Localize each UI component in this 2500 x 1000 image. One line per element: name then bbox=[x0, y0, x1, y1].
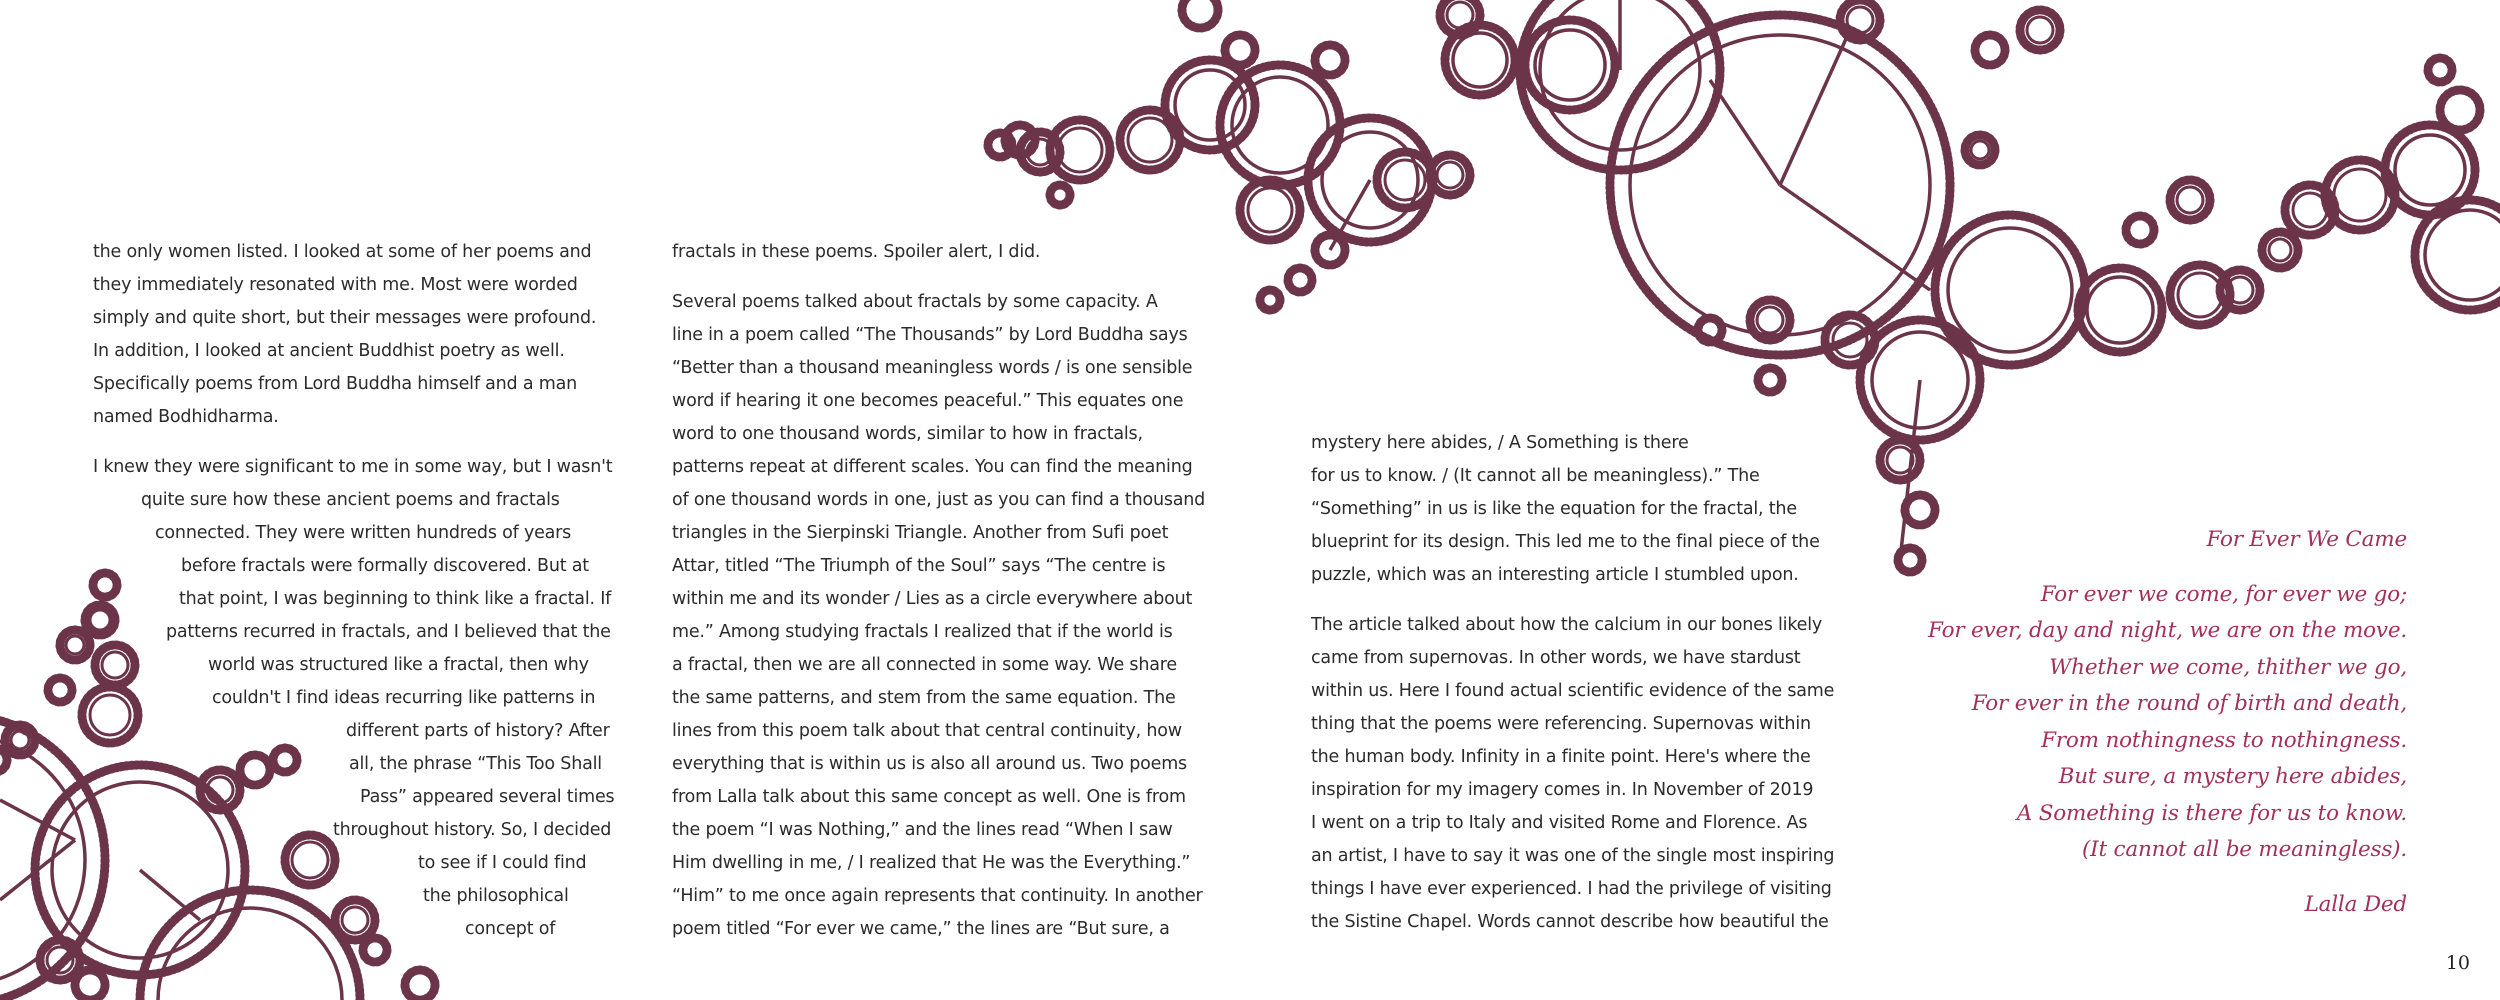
text-line: that point, I was beginning to think like a fractal. If bbox=[179, 589, 612, 609]
text-line: connected. They were written hundreds of years bbox=[155, 523, 572, 543]
paragraph bbox=[672, 236, 1202, 269]
text-line: word to one thousand words, similar to how in fractals, bbox=[672, 424, 1143, 444]
paragraph bbox=[93, 236, 613, 434]
text-line: poem titled “For ever we came,” the lines are “But sure, a bbox=[672, 919, 1170, 939]
text-line: I went on a trip to Italy and visited Rome and Florence. As bbox=[1311, 813, 1808, 833]
text-line: world was structured like a fractal, then why bbox=[208, 655, 589, 675]
poem-block bbox=[1847, 522, 2407, 923]
text-line: an artist, I have to say it was one of the single most inspiring bbox=[1311, 846, 1835, 866]
text-line: the poem “I was Nothing,” and the lines read “When I saw bbox=[672, 820, 1173, 840]
poem-line: Whether we come, thither we go, bbox=[2049, 654, 2407, 680]
text-line: patterns recurred in fractals, and I believed that the bbox=[166, 622, 611, 642]
text-line: within us. Here I found actual scientific evidence of the same bbox=[1311, 681, 1835, 701]
page-number: 10 bbox=[2445, 952, 2470, 974]
paragraph bbox=[1311, 427, 1831, 592]
text-line: triangles in the Sierpinski Triangle. Another from Sufi poet bbox=[672, 523, 1169, 543]
text-line: the only women listed. I looked at some of her poems and bbox=[93, 242, 592, 262]
poem-author: Lalla Ded bbox=[2304, 891, 2407, 917]
text-line: everything that is within us is also all around us. Two poems bbox=[672, 754, 1187, 774]
text-line: concept of bbox=[465, 919, 556, 939]
poem-line: For ever in the round of birth and death, bbox=[1971, 691, 2407, 716]
text-line: simply and quite short, but their messages were profound. bbox=[93, 308, 597, 328]
text-line: Pass” appeared several times bbox=[360, 787, 615, 807]
text-line: Attar, titled “The Triumph of the Soul” says “The centre is bbox=[672, 556, 1166, 576]
text-line: The article talked about how the calcium in our bones likely bbox=[1311, 615, 1823, 635]
text-line: word if hearing it one becomes peaceful.” This equates one bbox=[672, 391, 1184, 411]
text-column-3 bbox=[1311, 427, 1835, 939]
text-line: within me and its wonder / Lies as a circle everywhere about bbox=[672, 589, 1193, 609]
text-line: the same patterns, and stem from the same equation. The bbox=[672, 688, 1176, 708]
paragraph bbox=[1311, 609, 1835, 939]
text-line: mystery here abides, / A Something is there bbox=[1311, 433, 1689, 453]
text-line: different parts of history? After bbox=[346, 721, 610, 741]
text-column-1 bbox=[93, 236, 613, 946]
poem-line: But sure, a mystery here abides, bbox=[2058, 764, 2407, 789]
text-line: line in a poem called “The Thousands” by Lord Buddha says bbox=[672, 325, 1188, 345]
text-line: the Sistine Chapel. Words cannot describe how beautiful the bbox=[1311, 912, 1829, 932]
poem-line: From nothingness to nothingness. bbox=[2041, 727, 2407, 753]
text-line: all, the phrase “This Too Shall bbox=[349, 754, 602, 774]
text-line: patterns repeat at different scales. You can find the meaning bbox=[672, 457, 1193, 477]
poem-line: For ever, day and night, we are on the move. bbox=[1928, 618, 2407, 643]
text-line: the human body. Infinity in a finite point. Here's where the bbox=[1311, 747, 1811, 767]
text-line: lines from this poem talk about that central continuity, how bbox=[672, 721, 1182, 741]
text-line: thing that the poems were referencing. Supernovas within bbox=[1311, 714, 1811, 734]
text-line: things I have ever experienced. I had the privilege of visiting bbox=[1311, 879, 1832, 899]
text-line: fractals in these poems. Spoiler alert, I did. bbox=[672, 242, 1041, 262]
text-line: the philosophical bbox=[423, 886, 569, 906]
text-line: Him dwelling in me, / I realized that He was the Everything.” bbox=[672, 853, 1191, 873]
text-line: from Lalla talk about this same concept as well. One is from bbox=[672, 787, 1186, 807]
poem-line: (It cannot all be meaningless). bbox=[2081, 837, 2407, 862]
text-line: Several poems talked about fractals by some capacity. A bbox=[672, 292, 1158, 312]
text-line: me.” Among studying fractals I realized that if the world is bbox=[672, 622, 1173, 642]
text-line: throughout history. So, I decided bbox=[333, 820, 612, 840]
text-line: “Something” in us is like the equation for the fractal, the bbox=[1311, 499, 1797, 519]
text-line: inspiration for my imagery comes in. In November of 2019 bbox=[1311, 780, 1814, 800]
text-line: before fractals were formally discovered. But at bbox=[181, 556, 589, 576]
text-line: In addition, I looked at ancient Buddhist poetry as well. bbox=[93, 341, 565, 361]
text-line: “Him” to me once again represents that continuity. In another bbox=[672, 886, 1203, 906]
text-column-2 bbox=[672, 236, 1206, 946]
text-line: of one thousand words in one, just as you can find a thousand bbox=[672, 490, 1206, 510]
text-line: for us to know. / (It cannot all be meaningless).” The bbox=[1311, 466, 1760, 486]
text-line: came from supernovas. In other words, we have stardust bbox=[1311, 648, 1801, 668]
text-line: quite sure how these ancient poems and fractals bbox=[141, 490, 560, 510]
text-line: blueprint for its design. This led me to the final piece of the bbox=[1311, 532, 1820, 552]
paragraph bbox=[672, 286, 1206, 946]
text-line: they immediately resonated with me. Most were worded bbox=[93, 275, 578, 295]
text-line: “Better than a thousand meaningless words / is one sensible bbox=[672, 358, 1193, 378]
text-line: puzzle, which was an interesting article I stumbled upon. bbox=[1311, 565, 1799, 585]
text-line: named Bodhidharma. bbox=[93, 407, 279, 427]
paragraph bbox=[93, 451, 613, 946]
poem-line: A Something is there for us to know. bbox=[2016, 800, 2407, 826]
text-line: I knew they were significant to me in some way, but I wasn't bbox=[93, 457, 613, 477]
text-line: a fractal, then we are all connected in some way. We share bbox=[672, 655, 1177, 675]
poem-line: For ever we come, for ever we go; bbox=[2040, 581, 2407, 607]
poem-title: For Ever We Came bbox=[2206, 527, 2407, 552]
text-line: couldn't I find ideas recurring like patterns in bbox=[212, 688, 596, 708]
text-line: Specifically poems from Lord Buddha himself and a man bbox=[93, 374, 577, 394]
text-line: to see if I could find bbox=[418, 853, 587, 873]
